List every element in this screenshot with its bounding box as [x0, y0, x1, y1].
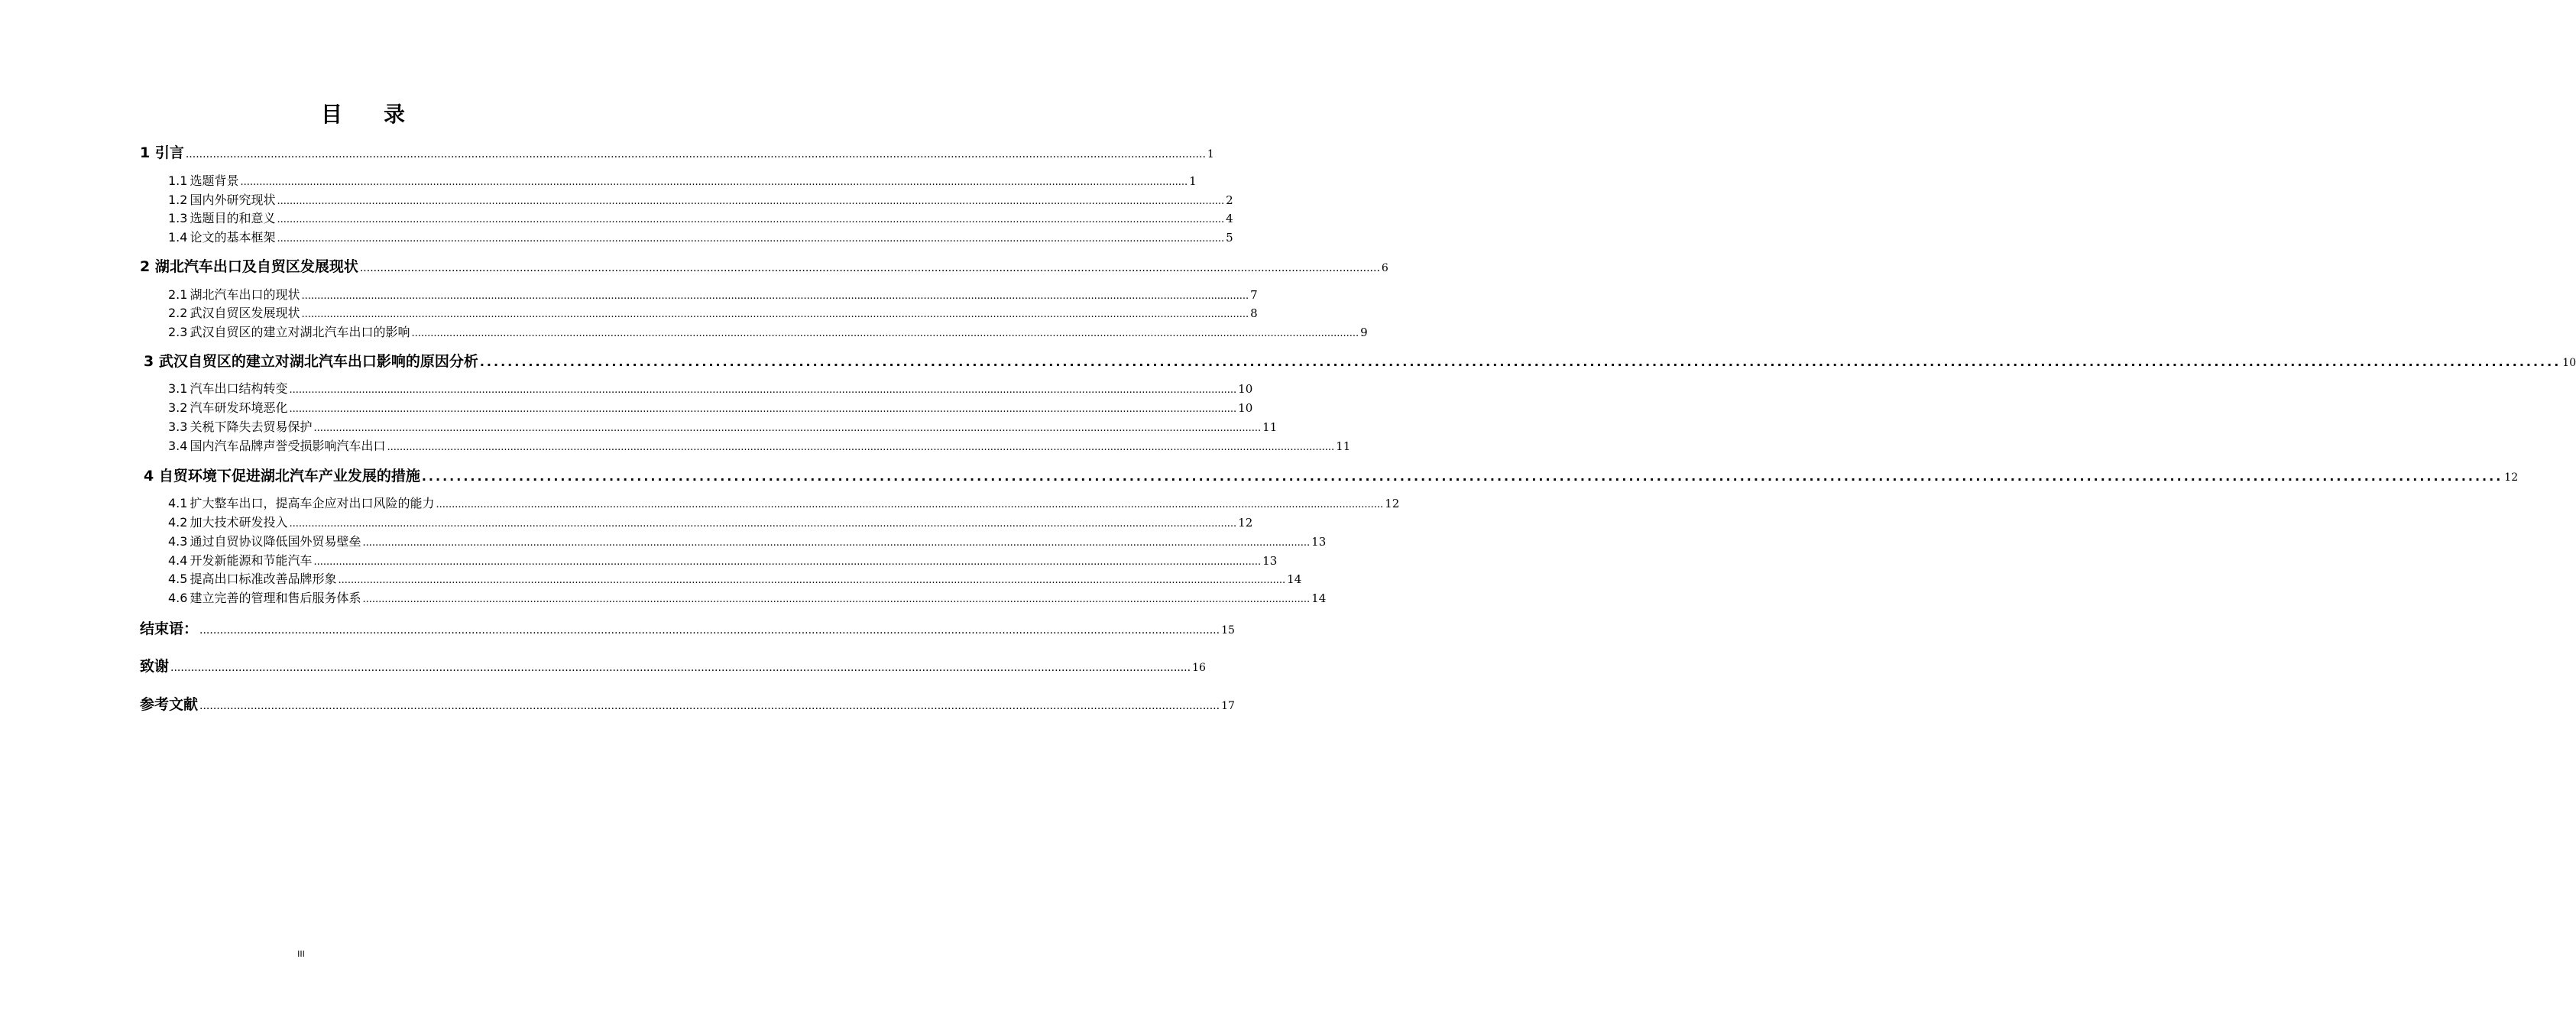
toc-entry-3-2[interactable]	[168, 399, 1253, 417]
toc-entry-1-2[interactable]	[168, 191, 1233, 209]
toc-leader-dots: ............................................................................................................................................................................................................................................................................................................	[313, 423, 1262, 434]
toc-leader-dots: ............................................................................................................................................................................................................................................................................................................	[289, 403, 1237, 415]
toc-entry-page: 7	[1250, 288, 1258, 302]
toc-entry-label: 3 武汉自贸区的建立对湖北汽车出口影响的原因分析	[144, 353, 478, 370]
toc-entry-label: 选题背景	[190, 173, 239, 188]
toc-entry-number: 3.4	[168, 439, 188, 453]
toc-entry-page: 13	[1311, 535, 1327, 549]
toc-title: 目录	[320, 102, 446, 127]
toc-entry-4-1[interactable]	[168, 494, 1400, 513]
toc-leader-dots: ............................................................................................................................................................................................................................................................................................................	[338, 575, 1286, 586]
toc-entry-4-5[interactable]	[168, 570, 1302, 588]
toc-entry-page: 5	[1226, 231, 1233, 245]
toc-entry-number: 4.2	[168, 515, 188, 530]
toc-entry-page: 15	[1221, 624, 1235, 637]
toc-leader-dots: ............................................................................................................................................................................................................................................................................................................	[199, 624, 1220, 637]
toc-entry-page: 9	[1360, 326, 1368, 339]
toc-entry-page: 1	[1189, 174, 1197, 188]
toc-entry-3[interactable]	[144, 352, 2576, 371]
toc-leader-dots: ............................................................................................................................................................................................................................................................................................................	[362, 594, 1311, 605]
toc-entry-label: 开发新能源和节能汽车	[190, 553, 313, 568]
toc-leader-dots: ............................................................................................................................................................................................................................................................................................................	[301, 290, 1249, 302]
toc-entry-page: 1	[1207, 148, 1214, 160]
toc-entry-page: 10	[1238, 382, 1253, 396]
toc-entry-page: 12	[1385, 497, 1400, 510]
toc-entry-2-1[interactable]	[168, 286, 1258, 304]
toc-entry-label: 加大技术研发投入	[190, 515, 288, 530]
toc-entry-number: 1.4	[168, 230, 188, 245]
toc-entry-label: 武汉自贸区的建立对湖北汽车出口的影响	[190, 325, 410, 339]
toc-entry-label: 汽车研发环境恶化	[190, 400, 288, 415]
toc-entry-label: 扩大整车出口，提高车企应对出口风险的能力	[190, 496, 435, 510]
toc-entry-number: 3.3	[168, 420, 188, 434]
toc-leader-dots: ............................................................................................................................................................................................................................................................................................................	[170, 662, 1191, 674]
toc-entry-label: 通过自贸协议降低国外贸易壁垒	[190, 534, 361, 549]
toc-leader-dots: ............................................................................................................................................................................................................................................................................................................	[313, 556, 1262, 568]
toc-entry-label: 武汉自贸区发展现状	[190, 306, 300, 320]
toc-leader-dots: ............................................................................................................................................................................................................................................................................................................	[277, 233, 1225, 245]
toc-entry-number: 2.2	[168, 306, 188, 320]
toc-entry-page: 6	[1381, 262, 1388, 274]
toc-leader-dots: ............................................................................................................................................................................................................................................................................................................	[277, 196, 1225, 207]
toc-leader-dots: ............................................................................................................................................................................................................................................................................................................	[289, 518, 1237, 530]
toc-entry-2-3[interactable]	[168, 323, 1368, 342]
toc-entry-4-3[interactable]	[168, 533, 1327, 551]
toc-entry-page: 11	[1262, 420, 1278, 434]
toc-leader-dots: ............................................................................................................................................................................................................................................................................................................	[301, 309, 1249, 320]
toc-entry-page: 10	[2562, 357, 2576, 369]
toc-entry-4-6[interactable]	[168, 589, 1327, 607]
toc-entry-label: 选题目的和意义	[190, 211, 276, 225]
toc-entry-conclusion[interactable]	[140, 619, 1235, 639]
toc-entry-2-2[interactable]	[168, 304, 1258, 322]
toc-entry-label: 致谢	[140, 658, 170, 675]
toc-entry-page: 14	[1287, 572, 1302, 586]
toc-entry-number: 2.3	[168, 325, 188, 339]
toc-leader-dots: ............................................................................................................................................................................................................................................................................................................	[240, 177, 1188, 188]
toc-entry-page: 2	[1226, 193, 1233, 207]
toc-leader-dots: ............................................................................................................................................................................................................................................................................................................	[479, 355, 2561, 369]
toc-entry-label: 2 湖北汽车出口及自贸区发展现状	[140, 258, 358, 275]
toc-entry-label: 4 自贸环境下促进湖北汽车产业发展的措施	[144, 468, 420, 484]
toc-entry-4[interactable]	[144, 466, 2519, 486]
toc-leader-dots: ............................................................................................................................................................................................................................................................................................................	[411, 328, 1359, 339]
toc-entry-references[interactable]	[140, 695, 1235, 714]
toc-leader-dots: ............................................................................................................................................................................................................................................................................................................	[362, 537, 1311, 549]
toc-entry-number: 3.1	[168, 381, 188, 396]
toc-entry-label: 结束语：	[140, 620, 199, 637]
toc-entry-page: 13	[1262, 554, 1278, 568]
toc-entry-label: 国内外研究现状	[190, 193, 276, 207]
toc-entry-3-3[interactable]	[168, 418, 1278, 436]
toc-entry-number: 4.3	[168, 534, 188, 549]
toc-entry-label: 提高出口标准改善品牌形象	[190, 572, 337, 586]
toc-entry-4-4[interactable]	[168, 552, 1278, 570]
toc-entry-label: 湖北汽车出口的现状	[190, 287, 300, 302]
toc-entry-number: 4.6	[168, 591, 188, 605]
toc-entry-number: 4.5	[168, 572, 188, 586]
toc-entry-number: 4.1	[168, 496, 188, 510]
toc-leader-dots: ............................................................................................................................................................................................................................................................................................................	[199, 700, 1220, 712]
toc-entry-number: 1.2	[168, 193, 188, 207]
toc-entry-page: 4	[1226, 212, 1233, 225]
toc-entry-1-4[interactable]	[168, 228, 1233, 247]
toc-entry-page: 8	[1250, 306, 1258, 320]
toc-entry-label: 关税下降失去贸易保护	[190, 420, 313, 434]
footer-page-number: III	[297, 949, 305, 959]
toc-leader-dots: ............................................................................................................................................................................................................................................................................................................	[185, 148, 1206, 160]
toc-entry-page: 12	[1238, 516, 1253, 530]
toc-entry-label: 汽车出口结构转变	[190, 381, 288, 396]
toc-leader-dots: ............................................................................................................................................................................................................................................................................................................	[289, 384, 1237, 396]
toc-entry-3-1[interactable]	[168, 380, 1253, 398]
toc-entry-number: 3.2	[168, 400, 188, 415]
toc-entry-label: 建立完善的管理和售后服务体系	[190, 591, 361, 605]
toc-entry-2[interactable]	[140, 257, 1388, 277]
toc-entry-page: 14	[1311, 591, 1327, 605]
toc-leader-dots: ............................................................................................................................................................................................................................................................................................................	[421, 469, 2503, 484]
toc-entry-number: 1.1	[168, 173, 188, 188]
toc-entry-page: 10	[1238, 401, 1253, 415]
toc-entry-number: 4.4	[168, 553, 188, 568]
toc-entry-page: 12	[2504, 471, 2519, 484]
toc-entry-1-1[interactable]	[168, 172, 1197, 190]
toc-entry-number: 2.1	[168, 287, 188, 302]
toc-entry-4-2[interactable]	[168, 514, 1253, 532]
toc-entry-number: 1.3	[168, 211, 188, 225]
toc-leader-dots: ............................................................................................................................................................................................................................................................................................................	[387, 442, 1335, 453]
toc-entry-label: 参考文献	[140, 696, 199, 713]
toc-entry-page: 17	[1221, 700, 1235, 712]
toc-leader-dots: ............................................................................................................................................................................................................................................................................................................	[359, 262, 1380, 274]
toc-entry-page: 16	[1192, 662, 1206, 674]
toc-leader-dots: ............................................................................................................................................................................................................................................................................................................	[436, 499, 1384, 510]
toc-entry-label: 论文的基本框架	[190, 230, 276, 245]
toc-entry-page: 11	[1336, 439, 1351, 453]
toc-leader-dots: ............................................................................................................................................................................................................................................................................................................	[277, 214, 1225, 225]
toc-entry-1-3[interactable]	[168, 209, 1233, 228]
toc-entry-3-4[interactable]	[168, 437, 1351, 455]
toc-entry-label: 1 引言	[140, 144, 184, 161]
toc-entry-label: 国内汽车品牌声誉受损影响汽车出口	[190, 439, 386, 453]
toc-entry-acknowledgements[interactable]	[140, 656, 1206, 676]
toc-entry-1[interactable]	[140, 143, 1214, 163]
